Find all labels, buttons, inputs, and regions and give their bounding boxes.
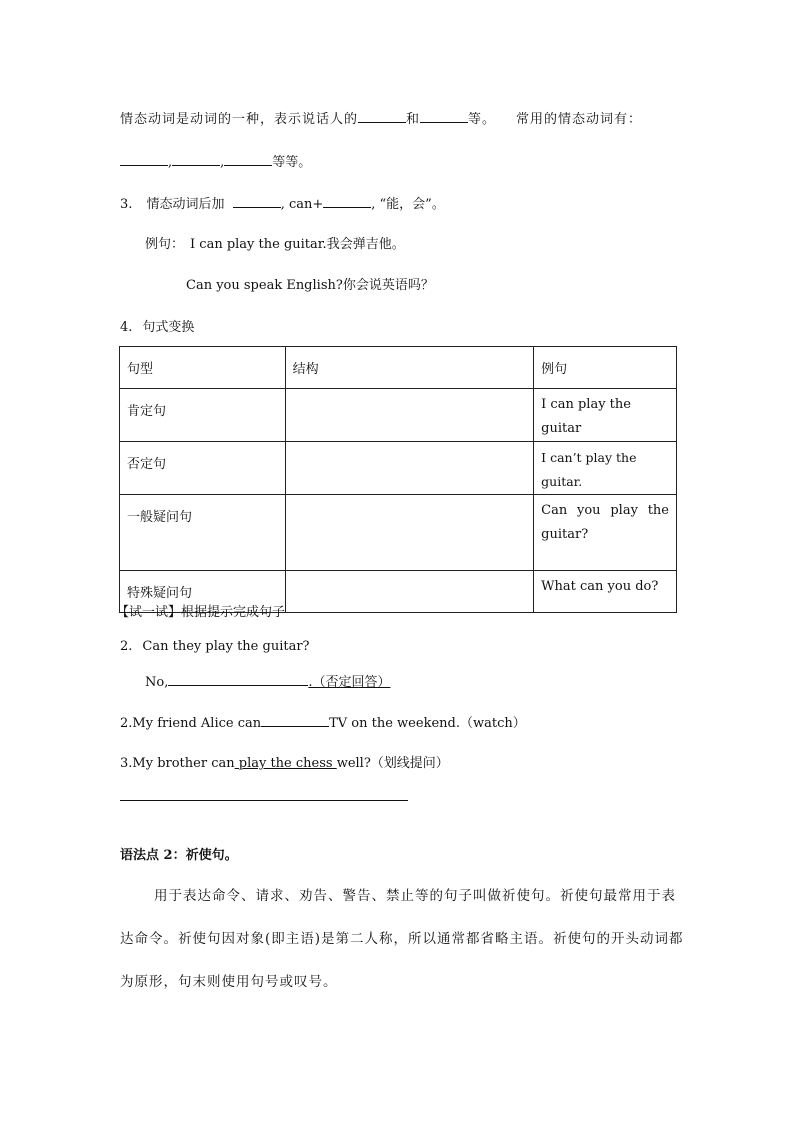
blank-field [233,194,281,208]
table-row [120,495,677,571]
sentence-pattern-table [119,346,677,613]
example-sentence-2: Can you speak English?你会说英语吗？ [186,278,434,293]
exercise-title-text: 【试一试】根据提示完成句子 [116,605,286,620]
answer-prefix: No, [145,675,169,690]
intro-line-1 [120,109,642,129]
example-sentence-1: I can play the guitar.我会弹吉他。 [190,237,405,252]
blank-field [172,152,220,166]
answer-blank [168,672,308,686]
question-text-a: 3.My brother can [120,756,235,771]
grammar-2-title [120,847,238,865]
type-cell: 特殊疑问句 [120,571,286,613]
question-text-b: TV on the weekend.（watch） [329,716,526,731]
question-text: Can they play the guitar? [142,639,310,654]
answer-line [120,800,408,801]
blank-field [224,152,272,166]
example-cell: I can’t play the guitar. [534,442,677,495]
example-cell: I can play the guitar [534,389,677,442]
type-cell: 否定句 [120,442,286,495]
example-cell: Can you play the guitar? [534,495,677,571]
grammar-2-paragraph-text: 用于表达命令、请求、劝告、警告、禁止等的句子叫做祈使句。祈使句最常用于表达命令。祈使句因对象(即主语)是第二人称，所以通常都省略主语。祈使句的开头动词都为原形，句末则使用句号或叹号。 [120,888,684,990]
item-3-line [120,194,445,214]
underlined-phrase: play the chess [234,756,337,771]
example-line-2 [186,277,434,295]
structure-cell [285,495,533,571]
header-cell: 结构 [285,347,533,389]
intro-text-end: 等等。 [272,155,312,170]
item-4-title: 句式变换 [142,320,195,335]
header-cell: 句型 [120,347,286,389]
example-label: 例句： [145,237,185,252]
question-text-a: 2.My friend Alice can [120,716,262,731]
separator: , [220,155,225,170]
answer-blank [261,713,329,727]
example-cell: What can you do? [534,571,677,613]
table-row [120,389,677,442]
item-number: 2. [120,639,133,654]
example-line-1 [145,236,405,254]
blank-field [323,194,371,208]
item-3-text-c: , “能，会”。 [371,197,445,212]
item-3-text-b: , can+ [280,197,324,212]
grammar-2-title-text: 语法点 2：祈使句。 [120,848,238,863]
intro-text-a: 情态动词是动词的一种，表示说话人的 [120,112,359,127]
intro-text-c: 等。 [468,112,497,127]
header-cell: 例句 [534,347,677,389]
blank-field [358,109,406,123]
item-3-text-a: 情态动词后加 [146,197,225,212]
separator: , [168,155,173,170]
grammar-2-paragraph [120,875,688,1004]
item-number: 3. [120,197,133,212]
table-row [120,442,677,495]
blank-field [420,109,468,123]
exercise-q4 [120,755,449,773]
table-header-row [120,347,677,389]
exercise-q2 [120,638,310,656]
blank-field [120,152,168,166]
type-cell: 一般疑问句 [120,495,286,571]
structure-cell [285,389,533,442]
item-number: 4. [120,320,133,335]
structure-cell [285,571,533,613]
intro-text-d: 常用的情态动词有： [516,112,643,127]
item-4-line [120,319,194,337]
type-cell: 肯定句 [120,389,286,442]
intro-text-b: 和 [406,112,421,127]
exercise-title [116,604,285,622]
exercise-q2-answer [145,672,390,692]
answer-hint: .（否定回答） [308,675,391,690]
intro-line-2 [120,152,311,172]
structure-cell [285,442,533,495]
question-text-b: well?（划线提问） [336,756,449,771]
exercise-q3 [120,713,526,733]
